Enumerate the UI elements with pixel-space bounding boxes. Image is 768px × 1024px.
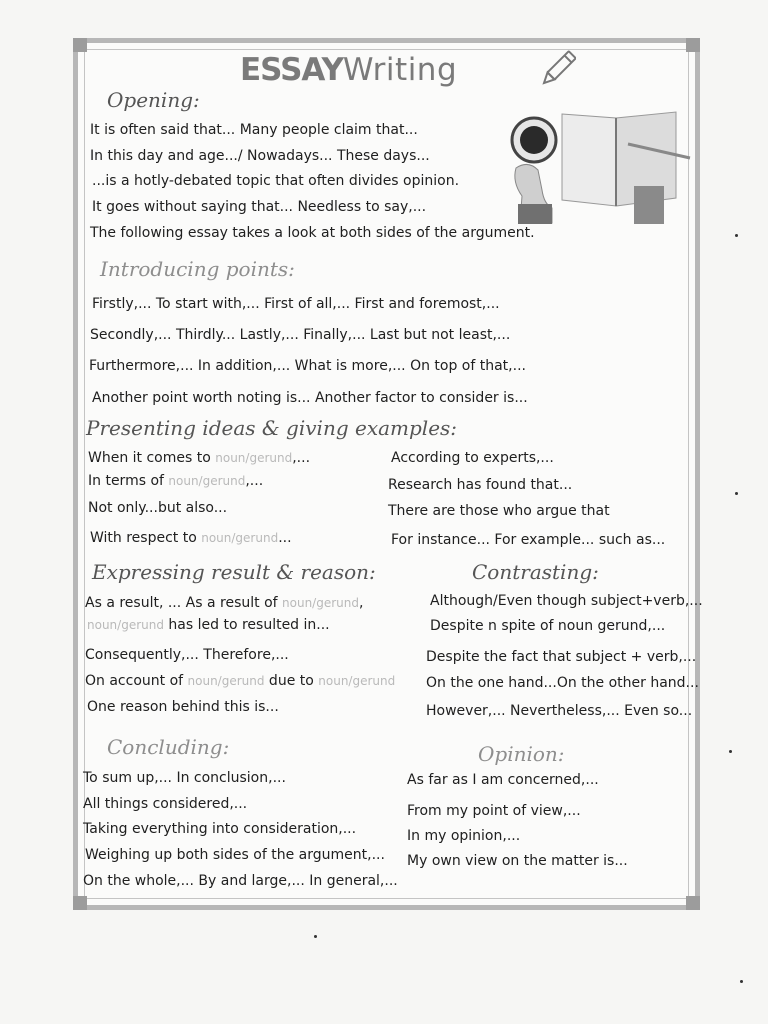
opinion-line: In my opinion,...	[407, 828, 521, 844]
contrasting-line: Although/Even though subject+verb,...	[430, 593, 703, 609]
heading-presenting-ideas: Presenting ideas & giving examples:	[86, 416, 458, 440]
opinion-line: From my point of view,...	[407, 803, 581, 819]
presenting-right-line: Research has found that...	[388, 477, 573, 493]
concluding-line: Taking everything into consideration,...	[83, 821, 357, 837]
presenting-right-line: For instance... For example... such as...	[391, 532, 666, 548]
presenting-left-line: In terms of noun/gerund,...	[88, 473, 264, 489]
contrasting-line: Despite the fact that subject + verb,...	[426, 649, 697, 665]
opening-line: The following essay takes a look at both sides of the argument.	[90, 225, 535, 241]
presenting-left-line: With respect to noun/gerund...	[90, 530, 292, 546]
presenting-left-line: Not only...but also...	[88, 500, 228, 516]
scan-speck	[740, 980, 743, 983]
concluding-line: On the whole,... By and large,... In general,...	[83, 873, 398, 889]
opening-line: It is often said that... Many people claim that...	[90, 122, 418, 138]
opening-line: ...is a hotly-debated topic that often divides opinion.	[92, 173, 460, 189]
scan-speck	[729, 750, 732, 753]
presenting-right-line: According to experts,...	[391, 450, 554, 466]
opinion-line: As far as I am concerned,...	[407, 772, 599, 788]
heading-contrasting: Contrasting:	[472, 560, 599, 584]
opening-line: It goes without saying that... Needless to say,...	[92, 199, 427, 215]
heading-expressing-result: Expressing result & reason:	[92, 560, 376, 584]
study-illustration-icon	[508, 108, 698, 228]
heading-opinion: Opinion:	[478, 742, 565, 766]
opening-line: In this day and age.../ Nowadays... These days...	[90, 148, 430, 164]
introducing-line: Another point worth noting is... Another factor to consider is...	[92, 390, 528, 406]
presenting-right-line: There are those who argue that	[388, 503, 610, 519]
pencil-icon	[536, 50, 576, 92]
heading-opening: Opening:	[107, 88, 200, 112]
frame-corner	[686, 896, 700, 910]
concluding-line: All things considered,...	[83, 796, 248, 812]
frame-corner	[73, 896, 87, 910]
introducing-line: Secondly,... Thirdly... Lastly,... Finally,... Last but not least,...	[90, 327, 511, 343]
contrasting-line: Despite n spite of noun gerund,...	[430, 618, 666, 634]
scan-speck	[735, 492, 738, 495]
frame-corner	[686, 38, 700, 52]
concluding-line: To sum up,... In conclusion,...	[83, 770, 286, 786]
contrasting-line: However,... Nevertheless,... Even so...	[426, 703, 693, 719]
contrasting-line: On the one hand...On the other hand...	[426, 675, 699, 691]
presenting-left-line: When it comes to noun/gerund,...	[88, 450, 311, 466]
result-line: noun/gerund has led to resulted in...	[87, 617, 330, 633]
concluding-line: Weighing up both sides of the argument,...	[85, 847, 385, 863]
scan-speck	[735, 234, 738, 237]
result-line: Consequently,... Therefore,...	[85, 647, 289, 663]
heading-concluding: Concluding:	[107, 735, 230, 759]
title-essay: ESSAY	[240, 52, 343, 88]
result-line: On account of noun/gerund due to noun/gerund	[85, 673, 396, 689]
introducing-line: Firstly,... To start with,... First of all,... First and foremost,...	[92, 296, 500, 312]
opinion-line: My own view on the matter is...	[407, 853, 628, 869]
result-line: As a result, ... As a result of noun/gerund,	[85, 595, 364, 611]
result-line: One reason behind this is...	[87, 699, 279, 715]
heading-introducing-points: Introducing points:	[100, 257, 295, 281]
page-title	[240, 52, 457, 88]
title-writing: Writing	[342, 52, 458, 88]
scan-speck	[314, 935, 317, 938]
frame-corner	[73, 38, 87, 52]
introducing-line: Furthermore,... In addition,... What is more,... On top of that,...	[89, 358, 526, 374]
